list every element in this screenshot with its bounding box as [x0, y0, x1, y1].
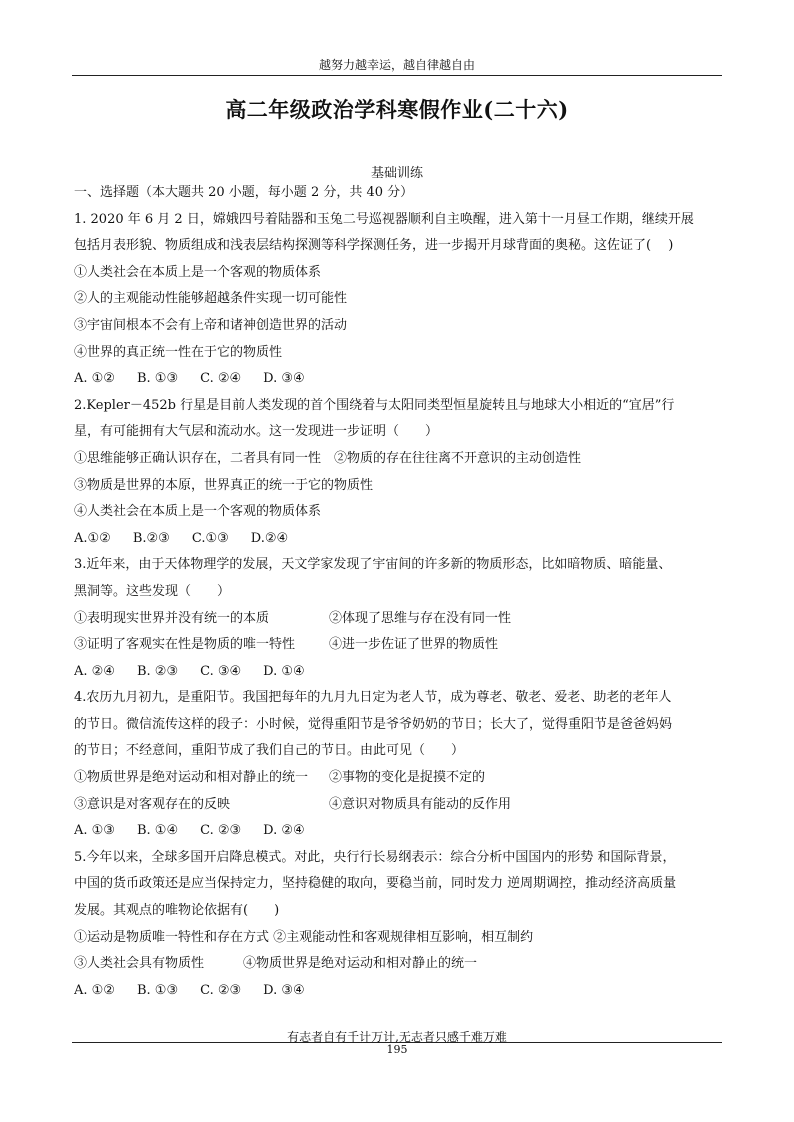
answer-options	[74, 978, 724, 1005]
option-a: A.①②	[74, 530, 111, 546]
question-item: ①人类社会在本质上是一个客观的物质体系	[74, 264, 322, 280]
question-stem-line: 1. 2020 年 6 月 2 日，嫦娥四号着陆器和玉兔二号巡视器顺利自主唤醒，进入第十一月昼工作期，继续开展	[74, 211, 694, 227]
option-d: D. ③④	[263, 982, 305, 998]
page-number: 195	[386, 1043, 408, 1056]
question-item: ④进一步佐证了世界的物质性	[329, 637, 499, 653]
question-stem-line: 星，有可能拥有大气层和流动水。这一发现进一步证明（ ）	[74, 424, 439, 440]
option-a: A. ①③	[74, 823, 115, 839]
question-item: ③宇宙间根本不会有上帝和诸神创造世界的活动	[74, 317, 348, 333]
question-item: ③人类社会具有物质性 ④物质世界是绝对运动和相对静止的统一	[74, 956, 478, 972]
option-b: B. ①③	[136, 371, 179, 387]
answer-options	[74, 526, 724, 553]
section-subtitle: 基础训练	[370, 166, 423, 181]
question-item: ①表明现实世界并没有统一的本质	[74, 610, 270, 626]
question-item: ②体现了思维与存在没有同一性	[329, 610, 512, 626]
section-heading: 一、选择题（本大题共 20 小题，每小题 2 分，共 40 分）	[74, 185, 414, 200]
question-stem-line: 的节日。微信流传这样的段子：小时候，觉得重阳节是爷爷奶奶的节日；长大了，觉得重阳节是爸爸妈妈	[74, 716, 673, 732]
option-c: C.①③	[191, 530, 229, 546]
question-item-pair	[74, 632, 724, 659]
question-stem-line: 5.今年以来，全球多国开启降息模式。对此，央行行长易纲表示：综合分析中国国内的形势 和国际背景，	[74, 849, 676, 865]
question-stem-line: 的节日；不经意间，重阳节成了我们自己的节日。由此可见（ ）	[74, 743, 465, 759]
question-item: ④世界的真正统一性在于它的物质性	[74, 344, 283, 360]
question-stem-line: 4.农历九月初九，是重阳节。我国把每年的九月九日定为老人节，成为尊老、敬老、爱老、助老的老年人	[74, 690, 672, 706]
question-item-pair	[74, 765, 724, 792]
option-a: A. ②④	[74, 663, 115, 679]
footer-motto: 有志者自有千计万计,无志者只感千难万难	[287, 1030, 507, 1044]
option-a: A. ①②	[74, 371, 115, 387]
option-c: C. ②③	[200, 823, 242, 839]
option-c: C. ②④	[200, 371, 242, 387]
option-d: D. ①④	[263, 663, 305, 679]
question-item: ①物质世界是绝对运动和相对静止的统一	[74, 770, 309, 786]
header-motto: 越努力越幸运，越自律越自由	[318, 58, 475, 72]
question-stem-line: 包括月表形貌、物质组成和浅表层结构探测等科学探测任务，进一步揭开月球背面的奥秘。这佐证了( )	[74, 238, 674, 254]
question-item: ④意识对物质具有能动的反作用	[329, 796, 512, 812]
question-item: ①运动是物质唯一特性和存在方式 ②主观能动性和客观规律相互影响，相互制约	[74, 929, 534, 945]
option-d: D.②④	[250, 530, 289, 546]
question-stem-line: 2.Kepler－452b 行星是目前人类发现的首个围绕着与太阳同类型恒星旋转且与地球大小相近的“宜居”行	[74, 397, 675, 413]
page-title: 高二年级政治学科寒假作业(二十六)	[225, 97, 569, 122]
header-divider	[72, 75, 722, 76]
question-item: ②事物的变化是捉摸不定的	[329, 770, 486, 786]
answer-options	[74, 366, 724, 393]
option-c: C. ②③	[200, 982, 242, 998]
question-item-pair	[74, 606, 724, 633]
option-d: D. ②④	[263, 823, 305, 839]
answer-options	[74, 659, 724, 686]
option-a: A. ①②	[74, 982, 115, 998]
option-d: D. ③④	[263, 371, 305, 387]
question-item: ④人类社会在本质上是一个客观的物质体系	[74, 504, 322, 520]
option-b: B. ①③	[136, 982, 179, 998]
question-stem-line: 中国的货币政策还是应当保持定力，坚持稳健的取向，要稳当前，同时发力 逆周期调控，推动经济高质量	[74, 876, 677, 892]
question-list	[74, 180, 724, 1004]
option-b: B. ①④	[136, 823, 179, 839]
question-item: ②人的主观能动性能够超越条件实现一切可能性	[74, 291, 348, 307]
question-item: ①思维能够正确认识存在，二者具有同一性 ②物质的存在往往离不开意识的主动创造性	[74, 450, 582, 466]
question-item-pair	[74, 792, 724, 819]
option-b: B.②③	[132, 530, 170, 546]
question-item: ③物质是世界的本原，世界真正的统一于它的物质性	[74, 477, 374, 493]
question-item: ③证明了客观实在性是物质的唯一特性	[74, 637, 296, 653]
option-c: C. ③④	[200, 663, 242, 679]
question-item: ③意识是对客观存在的反映	[74, 796, 231, 812]
answer-options	[74, 818, 724, 845]
question-stem-line: 3.近年来，由于天体物理学的发展，天文学家发现了宇宙间的许多新的物质形态，比如暗物质、暗能量、	[74, 557, 672, 573]
option-b: B. ②③	[136, 663, 179, 679]
question-stem-line: 黑洞等。这些发现（ ）	[74, 583, 231, 599]
question-stem-line: 发展。其观点的唯物论依据有( )	[74, 903, 280, 919]
